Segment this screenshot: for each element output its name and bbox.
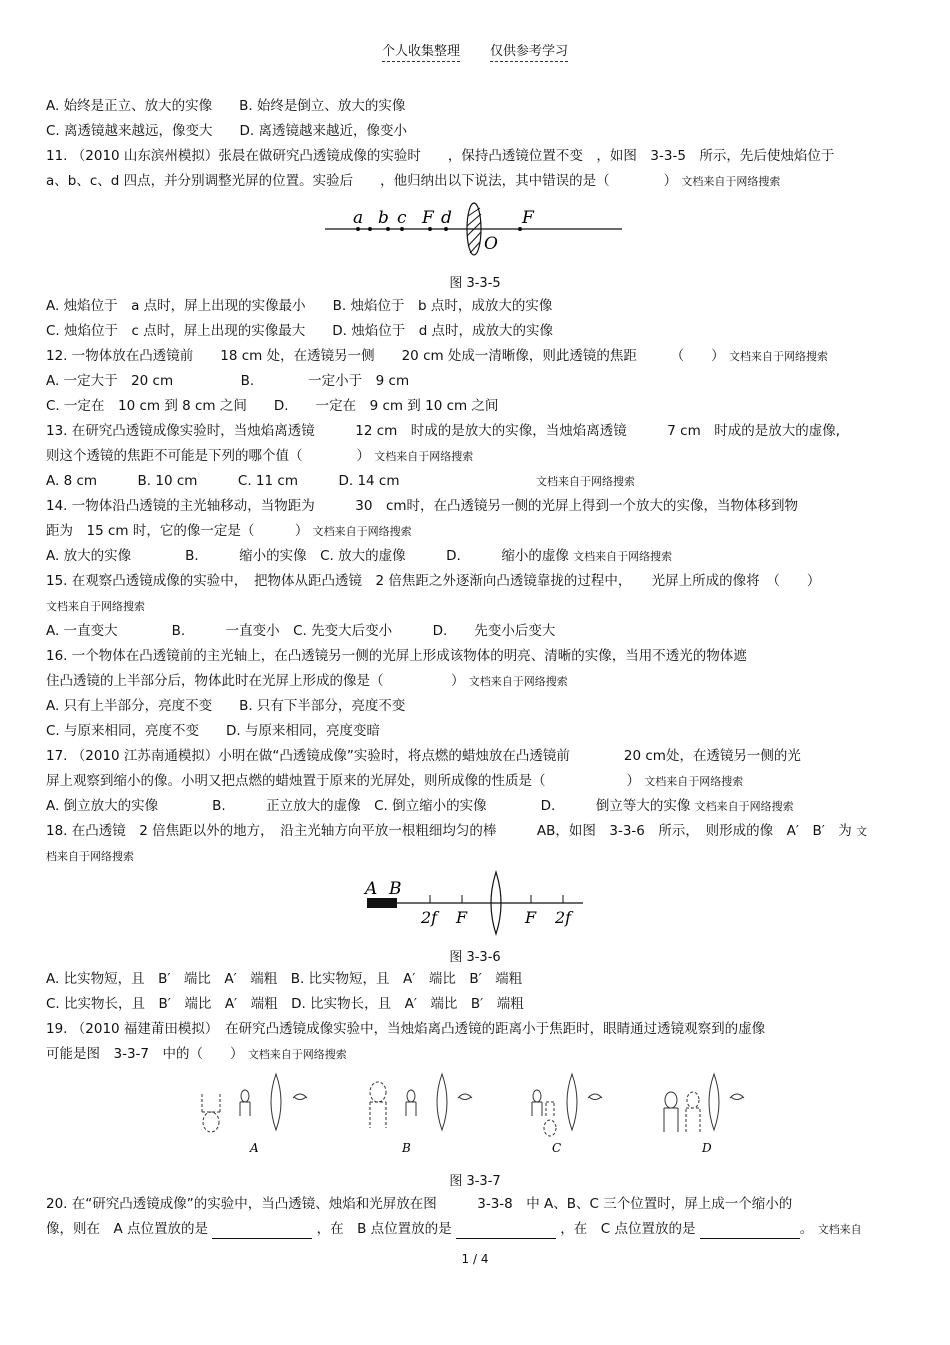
fig-label: F <box>422 208 434 228</box>
page-header <box>0 40 950 62</box>
fig-label: B <box>402 1141 411 1155</box>
option-c-drawing <box>532 1074 602 1136</box>
fig-label: B <box>389 879 402 899</box>
option-line: C. 一定在 10 cm 到 8 cm 之间 D. 一定在 9 cm 到 10 cm 之间 <box>46 398 499 414</box>
source-note: 文档来自于网络搜索 <box>644 775 744 788</box>
question-13: 13. 在研究凸透镜成像实验时，当烛焰离透镜 12 cm 时成的是放大的实像，当烛焰离透镜 7 cm 时成的是放大的虚像, <box>46 423 841 439</box>
fig-label: b <box>378 208 389 228</box>
question-13-cont: 则这个透镜的焦距不可能是下列的哪个值（ ） 文档来自于网络搜索 <box>46 448 474 464</box>
figure-caption: 图 3-3-6 <box>449 950 501 965</box>
option-line: C. 与原来相同，亮度不变 D. 与原来相同，亮度变暗 <box>46 723 380 739</box>
question-15: 15. 在观察凸透镜成像的实验中， 把物体从距凸透镜 2 倍焦距之外逐渐向凸透镜靠拢的过程中， 光屏上所成的像将 （ ） <box>46 573 821 589</box>
question-17-cont: 屏上观察到缩小的像。小明又把点燃的蜡烛置于原来的光屏处，则所成像的性质是（ ） 文档来自于网络搜索 <box>46 773 744 789</box>
question-16-cont: 住凸透镜的上半部分后，物体此时在光屏上形成的像是（ ） 文档来自于网络搜索 <box>46 673 568 689</box>
source-note: 文档来自于网络搜索 <box>573 550 673 563</box>
option-line: A. 倒立放大的实像 B. 正立放大的虚像 C. 倒立缩小的实像 D. 倒立等大的实像 文档来自于网络搜索 <box>46 798 794 814</box>
answer-blank-a[interactable] <box>212 1224 312 1239</box>
page-number: 1 / 4 <box>461 1252 489 1266</box>
option-d-drawing <box>664 1074 744 1132</box>
option-line: A. 烛焰位于 a 点时，屏上出现的实像最小 B. 烛焰位于 b 点时，成放大的实像 <box>46 298 553 314</box>
option-line: A. 放大的实像 B. 缩小的实像 C. 放大的虚像 D. 缩小的虚像 文档来自于网络搜索 <box>46 548 673 564</box>
source-note: 档来自于网络搜索 <box>46 850 134 863</box>
question-19: 19. （2010 福建莆田模拟） 在研究凸透镜成像实验中，当烛焰离凸透镜的距离小于焦距时，眼睛通过透镜观察到的虚像 <box>46 1021 766 1037</box>
question-19-cont: 可能是图 3-3-7 中的（ ） 文档来自于网络搜索 <box>46 1046 347 1062</box>
question-17: 17. （2010 江苏南通模拟）小明在做“凸透镜成像”实验时，将点燃的蜡烛放在凸透镜前 20 cm处，在透镜另一侧的光 <box>46 748 801 764</box>
header-right: 仅供参考学习 <box>490 40 568 62</box>
fig-label: c <box>397 208 407 228</box>
source-note: 文档来自于网络搜索 <box>728 350 828 363</box>
option-line: A. 始终是正立、放大的实像 B. 始终是倒立、放大的实像 <box>46 98 406 114</box>
question-18: 18. 在凸透镜 2 倍焦距以外的地方， 沿主光轴方向平放一根粗细均匀的棒 AB，如图 3-3-6 所示， 则形成的像 A′ B′ 为 文 <box>46 823 868 839</box>
option-b-drawing <box>370 1074 472 1130</box>
source-note: 文档来自于网络搜索 <box>694 800 794 813</box>
option-line: A. 8 cm B. 10 cm C. 11 cm D. 14 cm <box>46 473 400 489</box>
question-11: 11. （2010 山东滨州模拟）张晨在做研究凸透镜成像的实验时 ，保持凸透镜位置不变 ，如图 3-3-5 所示，先后使烛焰位于 <box>46 148 835 164</box>
figure-caption: 图 3-3-7 <box>449 1174 501 1189</box>
fig-label: D <box>702 1141 712 1155</box>
fig-label: a <box>353 208 364 228</box>
question-20: 20. 在“研究凸透镜成像”的实验中，当凸透镜、烛焰和光屏放在图 3-3-8 中 A、B、C 三个位置时，屏上成一个缩小的 <box>46 1196 793 1212</box>
question-16: 16. 一个物体在凸透镜前的主光轴上，在凸透镜另一侧的光屏上形成该物体的明亮、清晰的实像，当用不透光的物体遮 <box>46 648 747 664</box>
source-note: 文档来自于网络搜索 <box>46 600 145 613</box>
question-20-cont: 像，则在 A 点位置放的是 ，在 B 点位置放的是 ，在 C 点位置放的是 。 文档来自 <box>46 1221 862 1237</box>
answer-blank-c[interactable] <box>700 1224 800 1239</box>
source-note: 文档来自 <box>817 1223 862 1236</box>
fig-label: O <box>484 234 498 254</box>
question-14-cont: 距为 15 cm 时，它的像一定是（ ） 文档来自于网络搜索 <box>46 523 412 539</box>
fig-label: 2f <box>421 908 438 927</box>
option-line: A. 比实物短，且 B′ 端比 A′ 端粗 B. 比实物短，且 A′ 端比 B′ 端粗 <box>46 971 523 987</box>
option-line: A. 一定大于 20 cm B. 一定小于 9 cm <box>46 373 410 389</box>
fig-label: 2f <box>555 908 572 927</box>
option-line: C. 离透镜越来越远，像变大 D. 离透镜越来越近，像变小 <box>46 123 407 139</box>
fig-label: F <box>456 908 468 927</box>
fig-label: C <box>552 1141 562 1155</box>
source-note: 文档来自于网络搜索 <box>247 1048 347 1061</box>
source-note: 文档来自于网络搜索 <box>468 675 568 688</box>
question-12: 12. 一物体放在凸透镜前 18 cm 处，在透镜另一侧 20 cm 处成一清晰像，则此透镜的焦距 （ ） 文档来自于网络搜索 <box>46 348 828 364</box>
fig-label: d <box>441 208 452 228</box>
figure-3-3-5 <box>320 200 630 262</box>
header-left: 个人收集整理 <box>382 40 460 62</box>
source-note: 文档来自于网络搜索 <box>536 475 635 488</box>
figure-caption: 图 3-3-5 <box>449 276 501 291</box>
option-line: C. 烛焰位于 c 点时，屏上出现的实像最大 D. 烛焰位于 d 点时，成放大的实像 <box>46 323 554 339</box>
answer-blank-b[interactable] <box>456 1224 556 1239</box>
option-line: A. 只有上半部分，亮度不变 B. 只有下半部分，亮度不变 <box>46 698 406 714</box>
figure-3-3-7 <box>190 1072 770 1162</box>
option-line: C. 比实物长，且 B′ 端比 A′ 端粗 D. 比实物长，且 A′ 端比 B′ 端粗 <box>46 996 524 1012</box>
fig-label: F <box>525 908 537 927</box>
question-14: 14. 一物体沿凸透镜的主光轴移动，当物距为 30 cm时，在凸透镜另一侧的光屏上得到一个放大的实像，当物体移到物 <box>46 498 799 514</box>
fig-label: A <box>250 1141 259 1155</box>
option-line: A. 一直变大 B. 一直变小 C. 先变大后变小 D. 先变小后变大 <box>46 623 556 639</box>
source-note: 文档来自于网络搜索 <box>374 450 474 463</box>
source-note: 文档来自于网络搜索 <box>312 525 412 538</box>
option-a-drawing <box>202 1074 307 1132</box>
source-note: 文档来自于网络搜索 <box>681 175 781 188</box>
fig-label: F <box>522 208 534 228</box>
question-11-cont: a、b、c、d 四点，并分别调整光屏的位置。实验后 ，他归纳出以下说法，其中错误的是（ ） 文档来自于网络搜索 <box>46 173 781 189</box>
fig-label: A <box>365 879 378 899</box>
figure-3-3-6 <box>355 870 590 938</box>
